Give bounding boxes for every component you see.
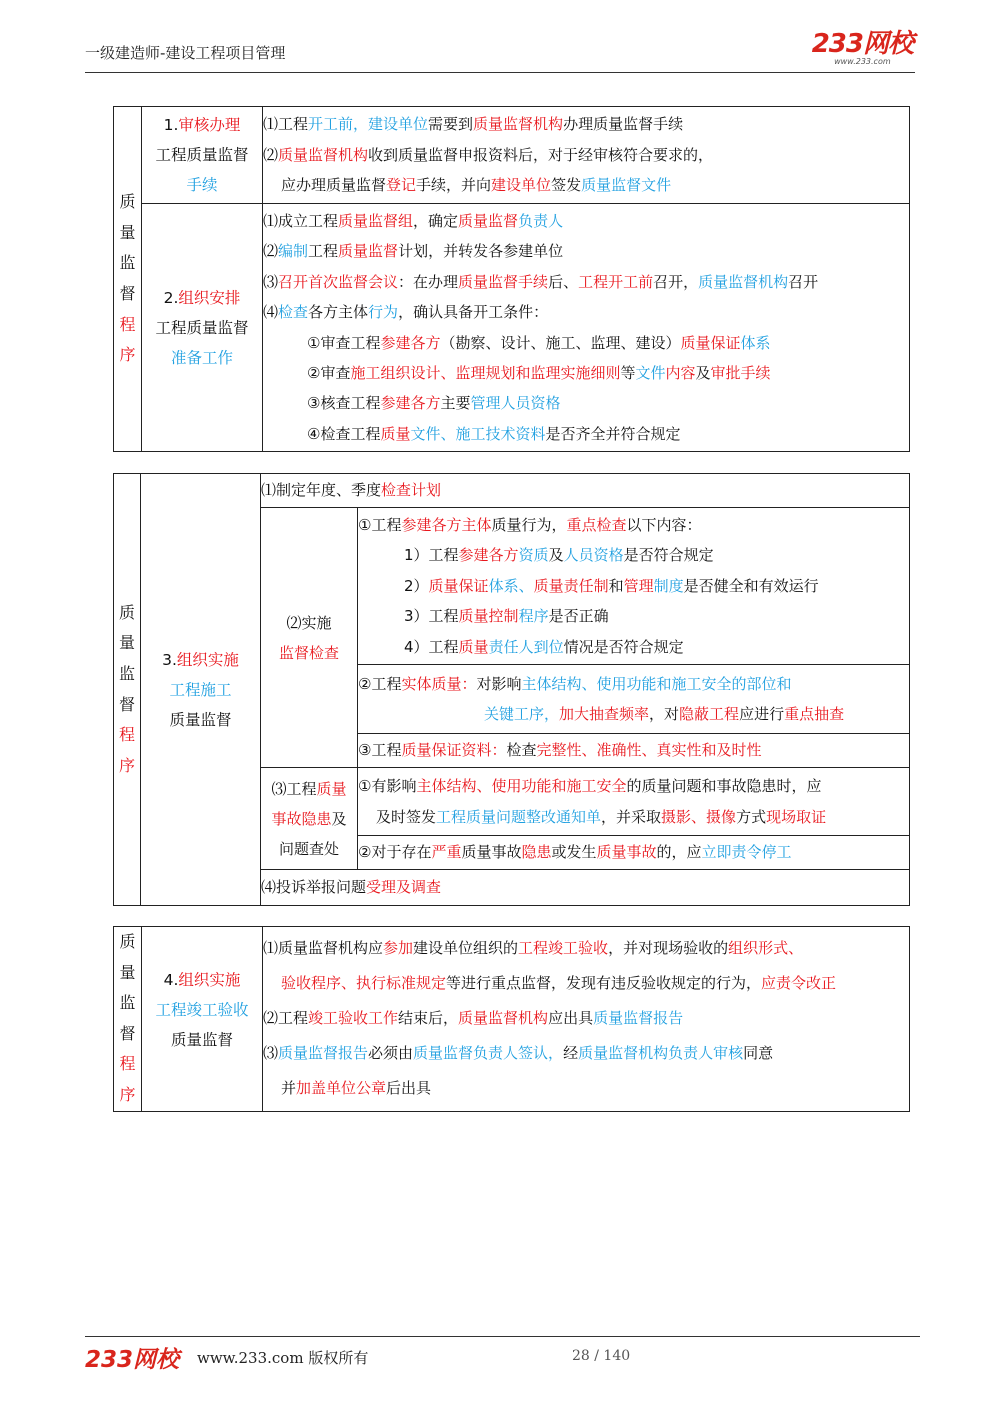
side-label: 质 量 监 督 程 序 xyxy=(119,932,136,1104)
footer-logo: 233网校 xyxy=(85,1347,180,1373)
hazard-rectification: ①有影响主体结构、使用功能和施工安全的质量问题和事故隐患时，应 及时签发工程质量问题整改通知单，并采取摄影、摄像方式现场取证 xyxy=(358,768,910,836)
item-supervision-check: ⑵实施 监督检查 xyxy=(261,508,358,768)
side-label: 质 量 监 督 程 序 xyxy=(119,192,136,365)
item-accident-handling: ⑶工程质量 事故隐患及 问题查处 xyxy=(261,768,358,870)
side-label-cell xyxy=(114,474,141,906)
check-entity-quality: ②工程实体质量：对影响主体结构、使用功能和施工安全的部位和 关键工序，加大抽查频率，对隐蔽工程应进行重点抽查 xyxy=(358,665,910,734)
doc-title: 一级建造师-建设工程项目管理 xyxy=(85,44,286,62)
page-number: 28 / 140 xyxy=(572,1348,631,1364)
page-footer xyxy=(85,1336,920,1377)
table-supervision-prep xyxy=(113,106,910,452)
step-4-content: ⑴质量监督机构应参加建设单位组织的工程竣工验收，并对现场验收的组织形式、 验收程序、执行标准规定等进行重点监督，发现有违反验收规定的行为，应责令改正 ⑵工程竣工验收工作结束后，质量监督机构应出具质量监督报告 ⑶质量监督报告必须由质量监督负责人签认，经质量监督机构负责人审核同意 并加盖单位公章后出具 xyxy=(263,927,910,1112)
step-2-content: ⑴成立工程质量监督组，确定质量监督负责人 ⑵编制工程质量监督计划，并转发各参建单位 ⑶召开首次监督会议：在办理质量监督手续后、工程开工前召开，质量监督机构召开 ⑷检查各方主体行为，确认具备开工条件： ①审查工程参建各方（勘察、设计、施工、监理、建设）质量保证体系 ②审查施工组织设计、监理规划和监理实施细则等文件内容及审批手续 ③核查工程参建各方主要管理人员资格 ④检查工程质量文件、施工技术资料是否齐全并符合规定 xyxy=(263,204,910,452)
side-label-cell xyxy=(114,927,142,1112)
item-complaints: ⑷投诉举报问题受理及调查 xyxy=(261,870,910,906)
side-label-cell xyxy=(114,107,142,452)
check-parties-behavior: ①工程参建各方主体质量行为，重点检查以下内容： 1）工程参建各方资质及人员资格是否符合规定 2）质量保证体系、质量责任制和管理制度是否健全和有效运行 3）工程质量控制程序是否正确 4）工程质量责任人到位情况是否符合规定 xyxy=(358,508,910,665)
brand-logo: 233网校 www.233.com xyxy=(811,29,913,66)
table-completion-supervision xyxy=(113,926,910,1112)
check-assurance-docs: ③工程质量保证资料：检查完整性、准确性、真实性和及时性 xyxy=(358,734,910,768)
footer-url: www.233.com 版权所有 xyxy=(197,1349,369,1367)
step-2-title: 2.组织安排 工程质量监督 准备工作 xyxy=(142,204,263,452)
step-3-title: 3.组织实施 工程施工 质量监督 xyxy=(141,474,261,906)
table-construction-supervision xyxy=(113,473,910,906)
page-header xyxy=(85,29,915,73)
step-1-content: ⑴工程开工前，建设单位需要到质量监督机构办理质量监督手续 ⑵质量监督机构收到质量监督申报资料后，对于经审核符合要求的， 应办理质量监督登记手续，并向建设单位签发质量监督文件 xyxy=(263,107,910,204)
serious-accident-stop: ②对于存在严重质量事故隐患或发生质量事故的，应立即责令停工 xyxy=(358,836,910,870)
item-check-plan: ⑴制定年度、季度检查计划 xyxy=(261,474,910,508)
step-1-title: 1.审核办理 工程质量监督 手续 xyxy=(142,107,263,204)
step-4-title: 4.组织实施 工程竣工验收 质量监督 xyxy=(142,927,263,1112)
side-label: 质 量 监 督 程 序 xyxy=(118,602,135,775)
